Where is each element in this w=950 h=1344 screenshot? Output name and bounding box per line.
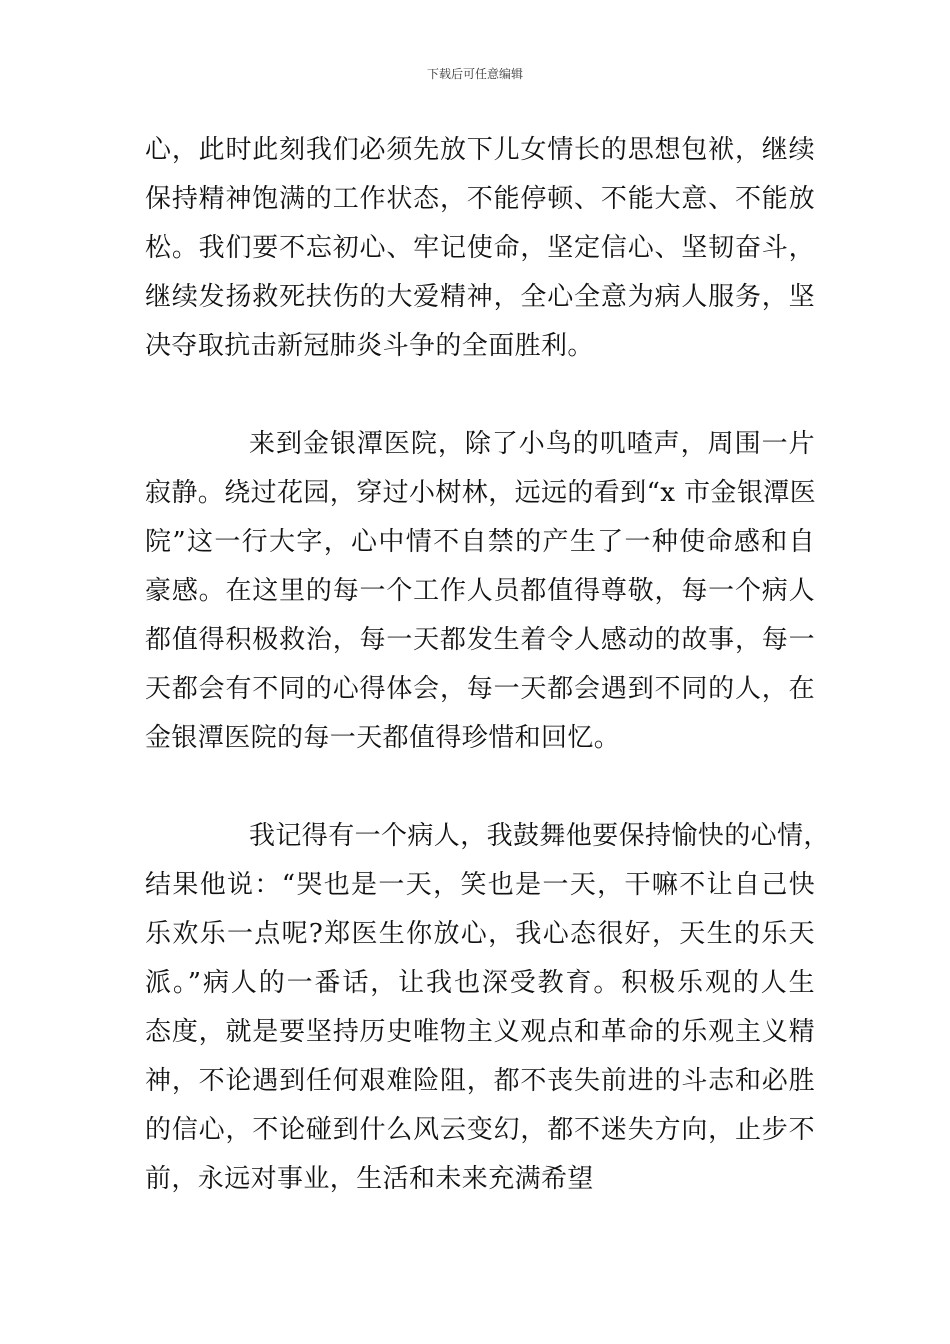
- page-header-note: 下载后可任意编辑: [426, 67, 523, 81]
- text-line: 金银潭医院的每一天都值得珍惜和回忆。: [145, 723, 621, 753]
- text-line: 的信心，不论碰到什么风云变幻，都不迷失方向，止步不: [145, 1115, 815, 1145]
- paragraph-spacer: [145, 763, 815, 812]
- text-line: 态度，就是要坚持历史唯物主义观点和革命的乐观主义精: [145, 1017, 815, 1047]
- paragraph-3: [145, 812, 830, 1204]
- text-line: 心，此时此刻我们必须先放下儿女情长的思想包袱，继续: [145, 135, 815, 165]
- paragraph-2: [145, 420, 815, 763]
- text-line: 我记得有一个病人，我鼓舞他要保持愉快的心情，: [249, 821, 830, 851]
- text-line: 继续发扬救死扶伤的大爱精神，全心全意为病人服务，坚: [145, 282, 815, 312]
- text-line: 院”这一行大字，心中情不自禁的产生了一种使命感和自: [145, 527, 815, 557]
- text-line: 派。”病人的一番话，让我也深受教育。积极乐观的人生: [145, 968, 815, 998]
- text-line: 保持精神饱满的工作状态，不能停顿、不能大意、不能放: [145, 184, 815, 214]
- paragraph-spacer: [145, 371, 815, 420]
- text-line: 来到金银潭医院，除了小鸟的叽喳声，周围一片: [249, 429, 815, 459]
- text-line: 都值得积极救治，每一天都发生着令人感动的故事，每一: [145, 625, 815, 655]
- text-line: 松。我们要不忘初心、牢记使命，坚定信心、坚韧奋斗，: [145, 233, 815, 263]
- text-line: 豪感。在这里的每一个工作人员都值得尊敬，每一个病人: [145, 576, 815, 606]
- text-line: 乐欢乐一点呢?郑医生你放心，我心态很好，天生的乐天: [145, 919, 815, 949]
- text-line: 寂静。绕过花园，穿过小树林，远远的看到“x 市金银潭医: [145, 478, 817, 508]
- text-line: 决夺取抗击新冠肺炎斗争的全面胜利。: [145, 331, 594, 361]
- text-line: 神，不论遇到任何艰难险阻，都不丧失前进的斗志和必胜: [145, 1066, 815, 1096]
- document-body: [145, 126, 830, 1204]
- text-line: 结果他说：“哭也是一天，笑也是一天，干嘛不让自己快: [145, 870, 815, 900]
- text-line: 前，永远对事业，生活和未来充满希望: [145, 1164, 594, 1194]
- text-line: 天都会有不同的心得体会，每一天都会遇到不同的人，在: [145, 674, 815, 704]
- paragraph-1: [145, 126, 815, 371]
